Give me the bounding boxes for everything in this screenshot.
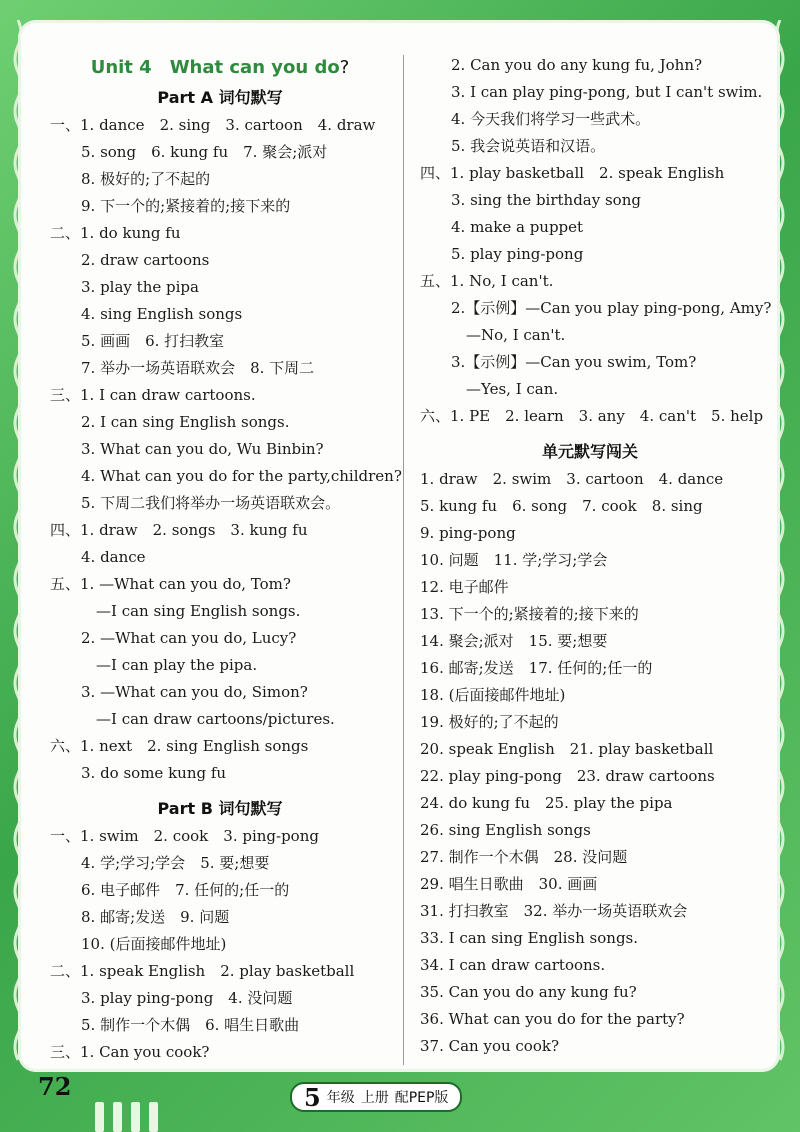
left-column <box>50 52 402 1066</box>
answer-line: 4. dance <box>81 548 146 566</box>
answer-line: 3. play the pipa <box>81 278 199 296</box>
answer-line: 29. 唱生日歌曲 30. 画画 <box>420 875 598 893</box>
answer-line: 3. —What can you do, Simon? <box>81 683 308 701</box>
unit-review-heading: 单元默写闯关 <box>541 442 638 461</box>
answer-line: 4. make a puppet <box>451 218 584 236</box>
answer-line: 16. 邮寄;发送 17. 任何的;任一的 <box>420 659 653 677</box>
answer-line: 37. Can you cook? <box>420 1037 559 1055</box>
answer-line: 6. 电子邮件 7. 任何的;任一的 <box>81 881 290 899</box>
answer-line: 8. 极好的;了不起的 <box>81 170 211 188</box>
answer-line: 二、1. do kung fu <box>50 224 181 242</box>
footer-stripe <box>113 1102 122 1132</box>
answer-line: 3. sing the birthday song <box>451 191 641 209</box>
answer-line: 35. Can you do any kung fu? <box>420 983 637 1001</box>
answer-line: 4. 学;学习;学会 5. 要;想要 <box>81 854 270 872</box>
answer-line: 六、1. PE 2. learn 3. any 4. can't 5. help <box>420 407 764 425</box>
answer-line: 27. 制作一个木偶 28. 没问题 <box>420 848 628 866</box>
answer-line: 一、1. dance 2. sing 3. cartoon 4. draw <box>50 116 376 134</box>
unit-review-answers <box>420 466 760 1060</box>
right-column <box>420 52 772 1060</box>
answer-line: 10. 问题 11. 学;学习;学会 <box>420 551 608 569</box>
answer-line: 3. What can you do, Wu Binbin? <box>81 440 324 458</box>
grade-badge <box>290 1082 462 1112</box>
answer-line: 三、1. Can you cook? <box>50 1043 210 1061</box>
answer-line: 12. 电子邮件 <box>420 578 509 596</box>
answer-line: 4. 今天我们将学习一些武术。 <box>451 110 651 128</box>
grade-number: 5 <box>304 1082 321 1112</box>
page-number: 72 <box>38 1072 72 1101</box>
answer-line: 10. (后面接邮件地址) <box>81 935 227 953</box>
answer-line: 3.【示例】—Can you swim, Tom? <box>451 353 697 371</box>
answer-line: 18. (后面接邮件地址) <box>420 686 566 704</box>
answer-line: 五、1. —What can you do, Tom? <box>50 575 291 593</box>
answer-line: 3. play ping-pong 4. 没问题 <box>81 989 293 1007</box>
grade-label: 年级 <box>326 1090 355 1106</box>
answer-line: 4. sing English songs <box>81 305 243 323</box>
answer-line: 5. kung fu 6. song 7. cook 8. sing <box>420 497 703 515</box>
answer-line: —No, I can't. <box>466 326 566 344</box>
footer-stripe <box>95 1102 104 1132</box>
answer-line: 9. ping-pong <box>420 524 516 542</box>
answer-line: 33. I can sing English songs. <box>420 929 639 947</box>
answer-line: 14. 聚会;派对 15. 要;想要 <box>420 632 608 650</box>
answer-line: —Yes, I can. <box>466 380 559 398</box>
part-b-answers-continued <box>420 52 772 430</box>
answer-line: 19. 极好的;了不起的 <box>420 713 559 731</box>
answer-line: 一、1. swim 2. cook 3. ping-pong <box>50 827 319 845</box>
part-b-answers <box>50 823 390 1066</box>
answer-line: —I can draw cartoons/pictures. <box>96 710 335 728</box>
answer-line: 5. 画画 6. 打扫教室 <box>81 332 225 350</box>
answer-line: 2. I can sing English songs. <box>81 413 290 431</box>
term-label: 上册 <box>360 1090 389 1106</box>
answer-line: 34. I can draw cartoons. <box>420 956 606 974</box>
answer-line: 2. —What can you do, Lucy? <box>81 629 297 647</box>
footer-stripe <box>131 1102 140 1132</box>
answer-line: 26. sing English songs <box>420 821 591 839</box>
answer-line: 三、1. I can draw cartoons. <box>50 386 256 404</box>
answer-line: 20. speak English 21. play basketball <box>420 740 714 758</box>
answer-line: 5. song 6. kung fu 7. 聚会;派对 <box>81 143 328 161</box>
answer-line: 3. do some kung fu <box>81 764 227 782</box>
answer-line: —I can play the pipa. <box>96 656 258 674</box>
answer-line: 四、1. draw 2. songs 3. kung fu <box>50 521 308 539</box>
answer-line: 2. Can you do any kung fu, John? <box>451 56 703 74</box>
unit-title-text: Unit 4 What can you do <box>90 57 340 78</box>
answer-line: 2. draw cartoons <box>81 251 210 269</box>
answer-line: 5. 我会说英语和汉语。 <box>451 137 606 155</box>
unit-title <box>50 52 390 84</box>
answer-line: 22. play ping-pong 23. draw cartoons <box>420 767 715 785</box>
answer-line: 1. draw 2. swim 3. cartoon 4. dance <box>420 470 724 488</box>
part-a-heading: Part A 词句默写 <box>157 88 283 107</box>
answer-line: 13. 下一个的;紧接着的;接下来的 <box>420 605 639 623</box>
answer-line: 8. 邮寄;发送 9. 问题 <box>81 908 230 926</box>
answer-line: 24. do kung fu 25. play the pipa <box>420 794 673 812</box>
answer-line: 四、1. play basketball 2. speak English <box>420 164 725 182</box>
answer-line: 5. 下周二我们将举办一场英语联欢会。 <box>81 494 341 512</box>
edition-label: 配PEP版 <box>394 1090 449 1106</box>
answer-line: —I can sing English songs. <box>96 602 301 620</box>
answer-line: 5. 制作一个木偶 6. 唱生日歌曲 <box>81 1016 300 1034</box>
answer-line: 5. play ping-pong <box>451 245 584 263</box>
answer-line: 二、1. speak English 2. play basketball <box>50 962 355 980</box>
answer-line: 2.【示例】—Can you play ping-pong, Amy? <box>451 299 772 317</box>
footer-stripe <box>149 1102 158 1132</box>
unit-title-qmark: ? <box>339 57 350 78</box>
answer-line: 9. 下一个的;紧接着的;接下来的 <box>81 197 291 215</box>
answer-line: 4. What can you do for the party,children? <box>81 467 402 485</box>
part-a-answers <box>50 112 402 787</box>
answer-line: 六、1. next 2. sing English songs <box>50 737 309 755</box>
answer-line: 31. 打扫教室 32. 举办一场英语联欢会 <box>420 902 688 920</box>
column-divider <box>403 55 404 1065</box>
answer-line: 36. What can you do for the party? <box>420 1010 685 1028</box>
part-b-heading: Part B 词句默写 <box>157 799 283 818</box>
answer-line: 3. I can play ping-pong, but I can't swim. <box>451 83 763 101</box>
answer-line: 五、1. No, I can't. <box>420 272 554 290</box>
answer-line: 7. 举办一场英语联欢会 8. 下周二 <box>81 359 315 377</box>
